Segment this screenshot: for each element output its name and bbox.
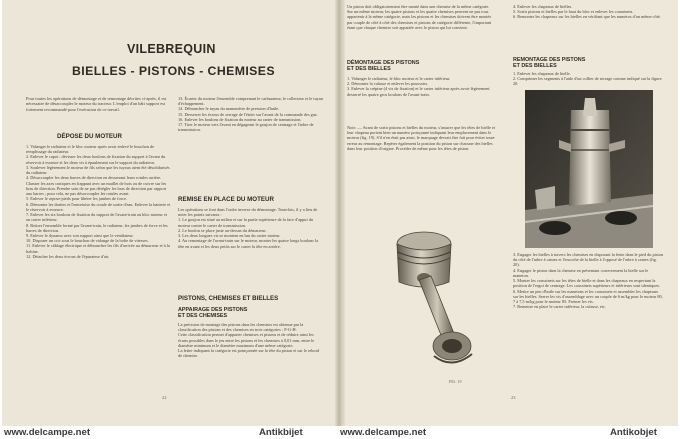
right-page-number: 23	[511, 395, 516, 400]
section-pistons-chemises-bielles: PISTONS, CHEMISES ET BIELLES	[178, 295, 279, 302]
intro-paragraph: Pour toutes les opérations de démontage et de remontage décrites ci-après, il est nécessaire de désaccoupler le moteur du tracteur. L'emploi d'un bâti support est fortement recommandé pour l'exécution de ce travail.	[26, 96, 167, 112]
column2-steps: 13. Écarter du moteur l'ensemble comprenant le carburateur, le collecteur et le tuyau d'échappement. 14. Débrancher le tuyau du manomètre de pression d'huile. 15. Desserrer les écrous de serrage de l'étrier sur l'avant de la commande des gaz. 16. Enlever les boulons de fixation du moteur au carter de transmission. 17. Tirer le moteur vers l'avant en dégageant le goujon de centrage et l'arbre de transmission.	[178, 96, 323, 133]
footer-site-right[interactable]: www.delcampe.net	[340, 427, 427, 438]
demontage-steps: 1. Vidanger le radiateur, le bloc moteur et le carter inférieur. 2. Démonter la culasse et enlever les poussoirs. 3. Enlever la crépine (4 vis de fixation) et le carter inférieur après avoir légèrement desserré les quatre gros boulons de l'avant-train.	[347, 76, 490, 97]
note-paragraph: Note. — Avant de sortir pistons et bielles du moteur, s'assurer que les têtes de bielle et leur chapeau portent bien un numéro poinçonné indiquant leur emplacement dans le moteur (fig. 19). S'il n'en était pas ainsi, le marquage devrait être fait pour éviter toute erreur au remontage. Repérer également la position du piston sur chacune des bielles dans leur position d'origine. Procéder de même pour les têtes de piston.	[347, 125, 495, 151]
footer-site-left[interactable]: www.delcampe.net	[4, 427, 91, 438]
footer-seller-left[interactable]: Antikbijet	[259, 427, 303, 438]
section-appairage: APPAIRAGE DES PISTONS ET DES CHEMISES	[178, 307, 248, 320]
figure-20-photo	[525, 90, 653, 248]
appairage-text: La précision de montage des pistons dans les chemises est obtenue par la classification des pistons et des chemises en trois catégories : F-G-H. Cette classification permet d'apparier chemises et pistons et de réduire ainsi les écarts possibles dans le jeu entre les pistons et les chemises à 0,01 mm, entre le diamètre minimum et le diamètre maximum d'une même catégorie. La lettre indiquant la catégorie est poinçonnée sur la tête du piston et sur le rebord de chemise.	[178, 322, 320, 359]
section-remontage: REMONTAGE DES PISTONS ET DES BIELLES	[513, 57, 586, 70]
right-column1-intro: Un piston doit obligatoirement être monté dans une chemise de la même catégorie. Sur un même moteur, les quatre pistons et les quatre chemises peuvent ne pas tous appartenir à la même catégorie, mais les pistons et les chemises doivent être montés par couple de côté à côté des chemises et pistons de catégorie différente, l'important étant que chaque chemise soit appariée avec le piston qui lui convient.	[347, 4, 492, 30]
remontage-steps: 3. Engager les bielles à travers les chemises en disposant la fente dans le pied du piston du côté de l'arbre à cames et l'encoche de la bielle à l'opposé de l'arbre à cames (fig. 20). 4. Engager le piston dans la chemise en présentant correctement la bielle sur le maneton. 5. Monter les coussinets sur les têtes de bielle et dans les chapeaux en respectant la position de l'ergot de centrage. Les coussinets supérieurs et inférieurs sont identiques. 6. Mettre un peu d'huile sur les manetons et les coussinets et assembler les chapeaux sur les bielles. Serrer les vis d'assemblage avec un couple de 6 m/kg pour le moteur 80, 7 à 7,5 m/kg pour le moteur 85. Freiner les vis. 7. Remettre en place le carter inférieur, la culasse, etc.	[513, 252, 663, 310]
title-vilebrequin: VILEBREQUIN	[127, 42, 216, 56]
remontage-intro: 1. Enlever les chapeaux de bielle. 2. Comprimer les segments à l'aide d'un collier de serrage comme indiqué sur la figure 20.	[513, 71, 662, 87]
magazine-spread	[2, 0, 678, 426]
figure-19-caption: FIG. 19	[449, 379, 462, 384]
remise-text: Les opérations se font dans l'ordre inverse du démontage. Toutefois, il y a lieu de noter les points suivants : 1. Le goujon est situé au milieu et sur la partie supérieure de la face d'appui du moteur contre le carter de transmission. 2. Le boulon se place juste au-dessus du démarreur. 3. Les deux longues vis se montent en bas du carter moteur. 4. Au remontage de l'avant-train sur le moteur, monter les quatre longs boulons la tête en avant et les deux petits sur le carter la tête en arrière.	[178, 207, 319, 249]
depose-steps: 1. Vidanger le radiateur et le bloc moteur après avoir enlevé le bouchon de remplissage du radiateur. 2. Enlever le capot : dévisser les deux boulons de fixation du support à l'avant du réservoir à essence et les deux vis à épaulement sur le support du radiateur. 3. Soulever légèrement le moteur de fils selon que les tuyaux aient été désolidarisés du radiateur. 4. Désaccoupler les deux barres de direction en desserrant leurs rotules arrière. Chasser les axes coniques en frappant avec un maillet de bois ou de cuivre sur les bras de direction. Prendre soin de ne pas dérégler les bras de direction par rapport aux barres ; pour cela, ne pas désaccoupler les rotules avant. 5. Enlever le repose-pieds pour libérer les jambes de force. 6. Démonter les durites et l'entretoise du coude de sortie d'eau. Enlever la batterie et le réservoir à essence. 7. Enlever les six boulons de fixation du support de l'avant-train au bloc moteur et au carter inférieur. 8. Retirer l'ensemble formé par l'avant-train, le radiateur, les jambes de force et les barres de direction. 9. Enlever le dynamo avec son support ainsi que le ventilateur. 10. Disposer un cric sous le bouchon de vidange de la boîte de vitesses. 11. Enlever le câblage électrique et débrancher les fils d'arrivée au démarreur et à la bobine. 12. Détacher les deux écrous de l'épurateur d'air.	[26, 144, 171, 259]
engine-block-photo-illustration	[525, 90, 653, 248]
left-page-number: 22	[162, 395, 167, 400]
left-page	[2, 0, 339, 426]
section-demontage: DÉMONTAGE DES PISTONS ET DES BIELLES	[347, 60, 420, 73]
page-gutter	[335, 0, 345, 426]
right-column2-top: 4. Enlever les chapeaux de bielles. 5. Sortir pistons et bielles par le haut du bloc et enlever les coussinets. 6. Remonter les chapeaux sur les bielles en vérifiant que les numéros d'un même côté.	[513, 4, 661, 20]
connecting-rod-shape	[419, 276, 472, 363]
section-remise-en-place: REMISE EN PLACE DU MOTEUR	[178, 196, 274, 203]
title-bielles-pistons-chemises: BIELLES - PISTONS - CHEMISES	[72, 64, 275, 78]
section-depose-du-moteur: DÉPOSE DU MOTEUR	[57, 133, 122, 140]
footer-seller-right[interactable]: Antikobjet	[610, 427, 657, 438]
connecting-rod-illustration	[386, 212, 496, 382]
